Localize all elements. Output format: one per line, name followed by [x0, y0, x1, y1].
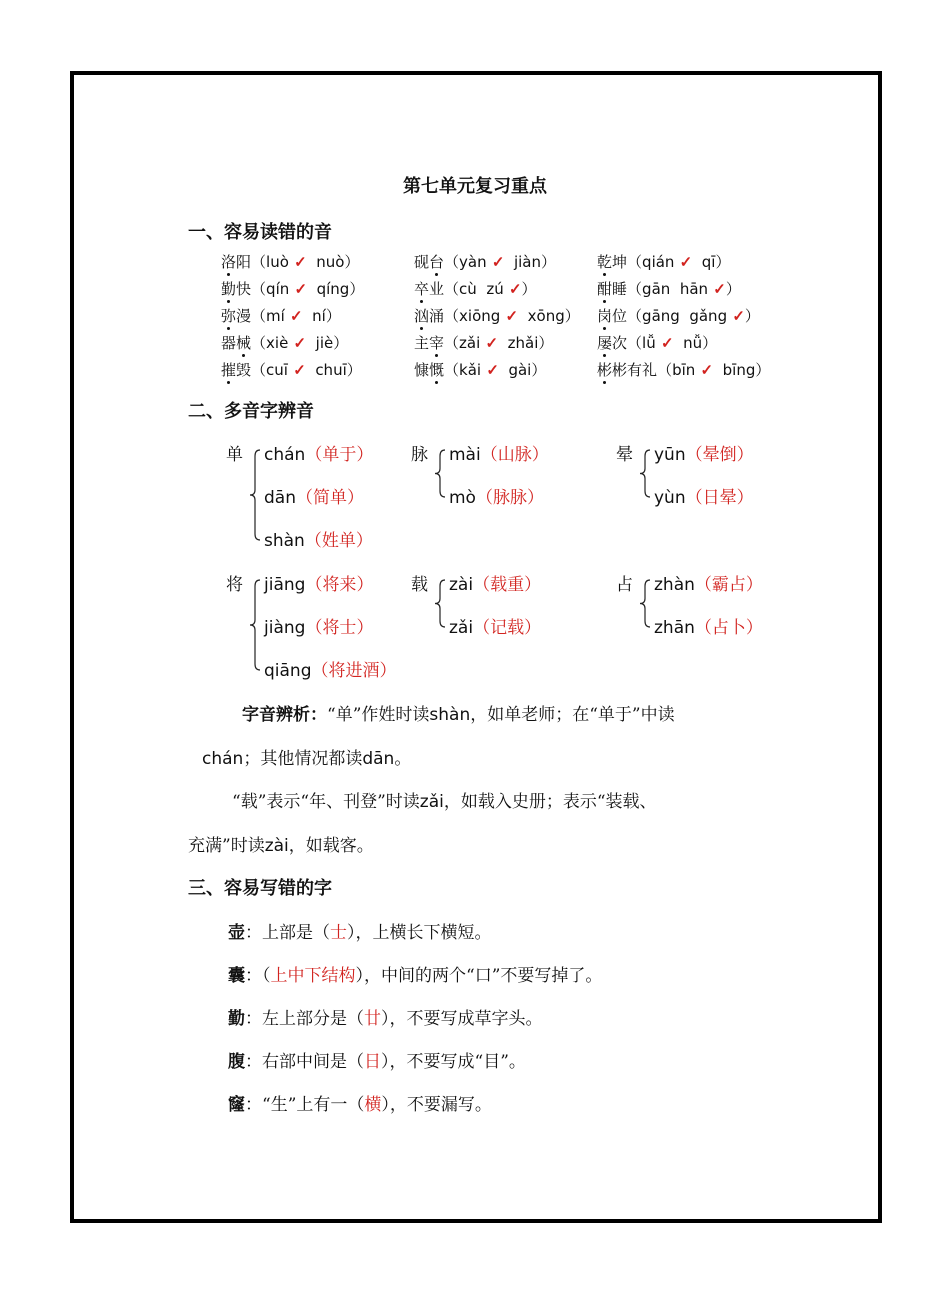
- left-brace-icon: [248, 450, 262, 540]
- pinyin-option-a: yàn: [459, 253, 487, 271]
- paren-open: （: [444, 280, 460, 298]
- item-text: ：左上部分是（: [245, 1009, 364, 1029]
- miswritten-item: [228, 1004, 543, 1029]
- polyphone-reading: [449, 483, 544, 508]
- miswritten-char: 窿: [228, 1095, 245, 1115]
- section-1-heading: 一、容易读错的音: [188, 222, 332, 243]
- paren-close: ）: [702, 334, 718, 352]
- paren-close: ）: [541, 253, 557, 271]
- word-char: 岗: [597, 307, 613, 325]
- check-mark-icon: ✓: [695, 361, 714, 379]
- pinyin-option-a: qián: [642, 253, 675, 271]
- word-char: 彬: [597, 361, 613, 379]
- reading-pinyin: jiàng: [264, 618, 306, 638]
- polyphone-reading: [264, 526, 373, 551]
- polyphone-reading: [654, 613, 763, 638]
- item-text: ），中间的两个“口”不要写掉了。: [355, 966, 603, 986]
- reading-word: 霸占: [711, 575, 746, 595]
- pinyin-option-a: zǎi: [459, 334, 481, 352]
- analysis-pinyin: dān: [362, 749, 395, 769]
- pronunciation-word: [597, 280, 627, 298]
- left-brace-icon: [248, 580, 262, 670]
- word-char: 砚: [414, 253, 430, 271]
- pronunciation-item: [597, 332, 717, 353]
- item-text: ），不要写成“目”。: [381, 1052, 526, 1072]
- check-mark-icon: ✓: [287, 361, 306, 379]
- pronunciation-item: [221, 278, 364, 299]
- reading-pinyin: yūn: [654, 445, 686, 465]
- reading-word: 载重: [490, 575, 525, 595]
- paren-open: （: [627, 253, 643, 271]
- word-char: 有: [627, 361, 643, 379]
- paren-close: ）: [725, 280, 741, 298]
- paren-close: ）: [736, 488, 754, 508]
- spacer: [674, 334, 684, 352]
- paren-open: （: [480, 445, 498, 465]
- paren-close: ）: [325, 307, 341, 325]
- pinyin-option-a: qín: [266, 280, 290, 298]
- miswritten-char: 勤: [228, 1009, 245, 1029]
- analysis-text: “单”作姓时读: [327, 705, 430, 725]
- spacer: [303, 307, 313, 325]
- reading-pinyin: zài: [449, 575, 474, 595]
- paren-close: ）: [538, 334, 554, 352]
- word-char: 摧: [221, 361, 237, 379]
- pronunciation-word: [597, 334, 627, 352]
- pronunciation-item: [414, 251, 556, 272]
- check-mark-icon: ✓: [284, 307, 303, 325]
- paren-close: ）: [531, 361, 547, 379]
- pronunciation-word: [414, 307, 444, 325]
- word-char: 阳: [236, 253, 252, 271]
- paren-open: （: [473, 618, 491, 638]
- pronunciation-item: [414, 359, 546, 380]
- miswritten-item: [228, 1090, 492, 1115]
- pinyin-option-b: xōng: [527, 307, 565, 325]
- polyphone-reading: [449, 613, 541, 638]
- word-char: 睡: [612, 280, 628, 298]
- check-mark-icon: ✓: [674, 253, 693, 271]
- word-char: 台: [429, 253, 445, 271]
- left-brace-icon: [433, 450, 447, 497]
- paren-open: （: [473, 575, 491, 595]
- paren-open: （: [627, 334, 643, 352]
- word-char: 坤: [612, 253, 628, 271]
- item-text: ：（: [245, 966, 271, 986]
- polyphone-char: 晕: [616, 445, 633, 465]
- pinyin-option-a: bīn: [672, 361, 696, 379]
- check-mark-icon: ✓: [288, 253, 307, 271]
- item-text: ），上横长下横短。: [347, 923, 492, 943]
- miswritten-item: [228, 918, 492, 943]
- pinyin-option-b: nuò: [316, 253, 345, 271]
- left-brace-icon: [638, 450, 652, 497]
- check-mark-icon: ✓: [480, 334, 499, 352]
- pinyin-option-b: gǎng: [689, 307, 728, 325]
- spacer: [306, 361, 316, 379]
- paren-open: （: [304, 531, 322, 551]
- reading-word: 脉脉: [492, 488, 527, 508]
- word-char: 主: [414, 334, 430, 352]
- reading-pinyin: zhàn: [654, 575, 695, 595]
- reading-word: 占卜: [711, 618, 746, 638]
- pronunciation-item: [597, 359, 770, 380]
- word-char: 乾: [597, 253, 613, 271]
- paren-close: ）: [356, 575, 374, 595]
- word-char: 慨: [429, 361, 445, 379]
- miswritten-char: 囊: [228, 966, 245, 986]
- paren-close: ）: [349, 280, 365, 298]
- check-mark-icon: ✓: [481, 361, 499, 379]
- paren-open: （: [694, 618, 712, 638]
- pinyin-option-a: luò: [266, 253, 289, 271]
- left-brace-icon: [433, 580, 447, 627]
- pinyin-option-b: qíng: [316, 280, 350, 298]
- word-char: 械: [236, 334, 252, 352]
- polyphone-reading: [264, 613, 373, 638]
- polyphone-reading: [449, 570, 541, 595]
- item-text: ），不要漏写。: [381, 1095, 492, 1115]
- polyphone-reading: [264, 483, 364, 508]
- word-char: 次: [612, 334, 628, 352]
- paren-close: ）: [715, 253, 731, 271]
- reading-pinyin: zhān: [654, 618, 695, 638]
- polyphone-char: 将: [226, 575, 243, 595]
- spacer: [670, 280, 680, 298]
- analysis-line-4: [188, 831, 374, 856]
- pronunciation-word: [414, 253, 444, 271]
- item-answer: 廿: [364, 1009, 381, 1029]
- spacer: [307, 280, 317, 298]
- spacer: [477, 280, 487, 298]
- word-char: 汹: [414, 307, 430, 325]
- paren-open: （: [444, 361, 460, 379]
- paren-close: ）: [531, 445, 549, 465]
- spacer: [504, 253, 514, 271]
- spacer: [692, 253, 702, 271]
- miswritten-item: [228, 961, 602, 986]
- pronunciation-item: [221, 332, 348, 353]
- paren-open: （: [305, 575, 323, 595]
- word-char: 器: [221, 334, 237, 352]
- word-char: 洛: [221, 253, 237, 271]
- pinyin-option-b: zú: [486, 280, 504, 298]
- pinyin-option-b: zhǎi: [507, 334, 539, 352]
- item-text: ：“生”上有一（: [245, 1095, 365, 1115]
- polyphone-char: 单: [226, 445, 243, 465]
- paren-close: ）: [346, 488, 364, 508]
- pronunciation-word: [414, 280, 444, 298]
- paren-open: （: [305, 618, 323, 638]
- pronunciation-item: [597, 278, 741, 299]
- reading-pinyin: mò: [449, 488, 476, 508]
- reading-pinyin: mài: [449, 445, 481, 465]
- word-char: 漫: [236, 307, 252, 325]
- reading-pinyin: yùn: [654, 488, 686, 508]
- pronunciation-word: [221, 361, 251, 379]
- spacer: [680, 307, 690, 325]
- pinyin-option-a: xiōng: [459, 307, 501, 325]
- paren-close: ）: [526, 488, 544, 508]
- pinyin-option-b: jiàn: [513, 253, 542, 271]
- reading-word: 晕倒: [702, 445, 737, 465]
- pinyin-option-a: xiè: [266, 334, 289, 352]
- page-title: 第七单元复习重点: [403, 176, 547, 197]
- check-mark-icon: ✓: [503, 280, 522, 298]
- paren-close: ）: [524, 618, 542, 638]
- analysis-text: 充满”时读: [188, 836, 265, 856]
- reading-pinyin: zǎi: [449, 618, 474, 638]
- paren-close: ）: [745, 575, 763, 595]
- paren-close: ）: [379, 661, 397, 681]
- reading-word: 单于: [322, 445, 357, 465]
- analysis-line-1: [242, 700, 675, 725]
- analysis-pinyin: zǎi: [419, 792, 444, 812]
- paren-open: （: [251, 253, 267, 271]
- paren-open: （: [305, 445, 323, 465]
- reading-pinyin: qiāng: [264, 661, 312, 681]
- spacer: [499, 361, 509, 379]
- pronunciation-word: [221, 253, 251, 271]
- item-answer: 士: [330, 923, 347, 943]
- polyphone-char: 脉: [411, 445, 428, 465]
- analysis-pinyin: chán: [202, 749, 244, 769]
- polyphone-reading: [264, 440, 373, 465]
- reading-word: 姓单: [321, 531, 356, 551]
- reading-word: 将士: [322, 618, 357, 638]
- pinyin-option-a: gān: [642, 280, 671, 298]
- check-mark-icon: ✓: [727, 307, 745, 325]
- pronunciation-item: [597, 251, 731, 272]
- reading-pinyin: shàn: [264, 531, 305, 551]
- paren-open: （: [311, 661, 329, 681]
- analysis-text: ，如单老师；在“单于”中读: [470, 705, 675, 725]
- word-char: 涌: [429, 307, 445, 325]
- spacer: [306, 334, 316, 352]
- paren-close: ）: [736, 445, 754, 465]
- item-text: ），不要写成草字头。: [381, 1009, 543, 1029]
- pinyin-option-a: kǎi: [459, 361, 482, 379]
- left-brace-icon: [638, 580, 652, 627]
- paren-close: ）: [356, 445, 374, 465]
- paren-close: ）: [333, 334, 349, 352]
- polyphone-reading: [654, 440, 754, 465]
- pronunciation-word: [597, 253, 627, 271]
- analysis-pinyin: zài: [264, 836, 289, 856]
- paren-open: （: [627, 280, 643, 298]
- pinyin-option-b: bīng: [722, 361, 756, 379]
- analysis-line-2: [202, 744, 411, 769]
- pinyin-option-a: lǚ: [642, 334, 656, 352]
- pronunciation-word: [221, 334, 251, 352]
- word-char: 勤: [221, 280, 237, 298]
- word-char: 屡: [597, 334, 613, 352]
- pronunciation-word: [221, 307, 251, 325]
- check-mark-icon: ✓: [289, 280, 308, 298]
- pinyin-option-b: nǚ: [683, 334, 703, 352]
- reading-pinyin: dān: [264, 488, 296, 508]
- spacer: [518, 307, 528, 325]
- item-answer: 日: [364, 1052, 381, 1072]
- paren-open: （: [627, 307, 643, 325]
- paren-close: ）: [564, 307, 580, 325]
- pinyin-option-b: chuī: [315, 361, 347, 379]
- paren-open: （: [251, 334, 267, 352]
- item-text: ：上部是（: [245, 923, 330, 943]
- polyphone-reading: [654, 570, 763, 595]
- pinyin-option-a: cù: [459, 280, 477, 298]
- check-mark-icon: ✓: [486, 253, 505, 271]
- paren-close: ）: [344, 253, 360, 271]
- section-3-heading: 三、容易写错的字: [188, 878, 332, 899]
- word-char: 弥: [221, 307, 237, 325]
- paren-open: （: [694, 575, 712, 595]
- pronunciation-item: [597, 305, 760, 326]
- polyphone-char: 载: [411, 575, 428, 595]
- reading-word: 日晕: [702, 488, 737, 508]
- polyphone-char: 占: [616, 575, 633, 595]
- check-mark-icon: ✓: [288, 334, 307, 352]
- paren-open: （: [295, 488, 313, 508]
- word-char: 宰: [429, 334, 445, 352]
- analysis-label: 字音辨析：: [242, 705, 327, 725]
- item-answer: 上中下结构: [270, 966, 356, 986]
- pronunciation-word: [414, 334, 444, 352]
- paren-open: （: [475, 488, 493, 508]
- polyphone-reading: [264, 570, 373, 595]
- paren-close: ）: [356, 618, 374, 638]
- paren-close: ）: [744, 307, 760, 325]
- pinyin-option-a: mí: [266, 307, 285, 325]
- reading-word: 将来: [322, 575, 357, 595]
- word-char: 彬: [612, 361, 628, 379]
- word-char: 业: [429, 280, 445, 298]
- analysis-text: 。: [394, 749, 412, 769]
- reading-word: 记载: [490, 618, 525, 638]
- paren-close: ）: [745, 618, 763, 638]
- paren-open: （: [685, 445, 703, 465]
- reading-word: 山脉: [497, 445, 532, 465]
- section-2-heading: 二、多音字辨音: [188, 401, 314, 422]
- spacer: [307, 253, 317, 271]
- paren-open: （: [251, 307, 267, 325]
- analysis-pinyin: shàn: [429, 705, 471, 725]
- pronunciation-word: [414, 361, 444, 379]
- pinyin-option-b: jiè: [315, 334, 334, 352]
- paren-open: （: [251, 280, 267, 298]
- paren-close: ）: [346, 361, 362, 379]
- miswritten-item: [228, 1047, 526, 1072]
- pronunciation-item: [414, 305, 580, 326]
- pronunciation-item: [414, 332, 553, 353]
- word-char: 慷: [414, 361, 430, 379]
- check-mark-icon: ✓: [500, 307, 519, 325]
- check-mark-icon: ✓: [655, 334, 674, 352]
- pronunciation-word: [597, 307, 627, 325]
- word-char: 位: [612, 307, 628, 325]
- reading-pinyin: jiāng: [264, 575, 306, 595]
- item-text: ：右部中间是（: [245, 1052, 364, 1072]
- pronunciation-item: [221, 305, 341, 326]
- analysis-text: ，如载入史册；表示“装载、: [443, 792, 657, 812]
- analysis-text: ；其他情况都读: [243, 749, 363, 769]
- word-char: 卒: [414, 280, 430, 298]
- pinyin-option-b: hān: [679, 280, 709, 298]
- pinyin-option-a: cuī: [266, 361, 288, 379]
- pinyin-option-b: qī: [701, 253, 716, 271]
- spacer: [713, 361, 723, 379]
- polyphone-reading: [449, 440, 549, 465]
- pinyin-option-b: gài: [508, 361, 532, 379]
- miswritten-char: 壶: [228, 923, 245, 943]
- pronunciation-word: [221, 280, 251, 298]
- pronunciation-item: [221, 359, 362, 380]
- item-answer: 横: [364, 1095, 382, 1115]
- word-char: 快: [236, 280, 252, 298]
- polyphone-reading: [654, 483, 754, 508]
- paren-open: （: [444, 253, 460, 271]
- pinyin-option-a: gāng: [642, 307, 680, 325]
- analysis-line-3: [232, 787, 657, 812]
- analysis-text: “载”表示“年、刊登”时读: [232, 792, 420, 812]
- paren-open: （: [444, 334, 460, 352]
- paren-open: （: [251, 361, 267, 379]
- polyphone-reading: [264, 656, 397, 681]
- word-char: 礼: [642, 361, 658, 379]
- paren-close: ）: [755, 361, 771, 379]
- paren-close: ）: [355, 531, 373, 551]
- reading-word: 简单: [312, 488, 347, 508]
- paren-open: （: [685, 488, 703, 508]
- word-char: 毁: [236, 361, 252, 379]
- analysis-text: ，如载客。: [288, 836, 374, 856]
- paren-close: ）: [521, 280, 537, 298]
- spacer: [498, 334, 508, 352]
- pinyin-option-b: ní: [312, 307, 326, 325]
- paren-open: （: [657, 361, 673, 379]
- pronunciation-item: [414, 278, 537, 299]
- pronunciation-item: [221, 251, 359, 272]
- paren-open: （: [444, 307, 460, 325]
- paren-close: ）: [524, 575, 542, 595]
- reading-pinyin: chán: [264, 445, 306, 465]
- reading-word: 将进酒: [328, 661, 380, 681]
- word-char: 酣: [597, 280, 613, 298]
- miswritten-char: 腹: [228, 1052, 245, 1072]
- check-mark-icon: ✓: [708, 280, 726, 298]
- pronunciation-word: [597, 361, 657, 379]
